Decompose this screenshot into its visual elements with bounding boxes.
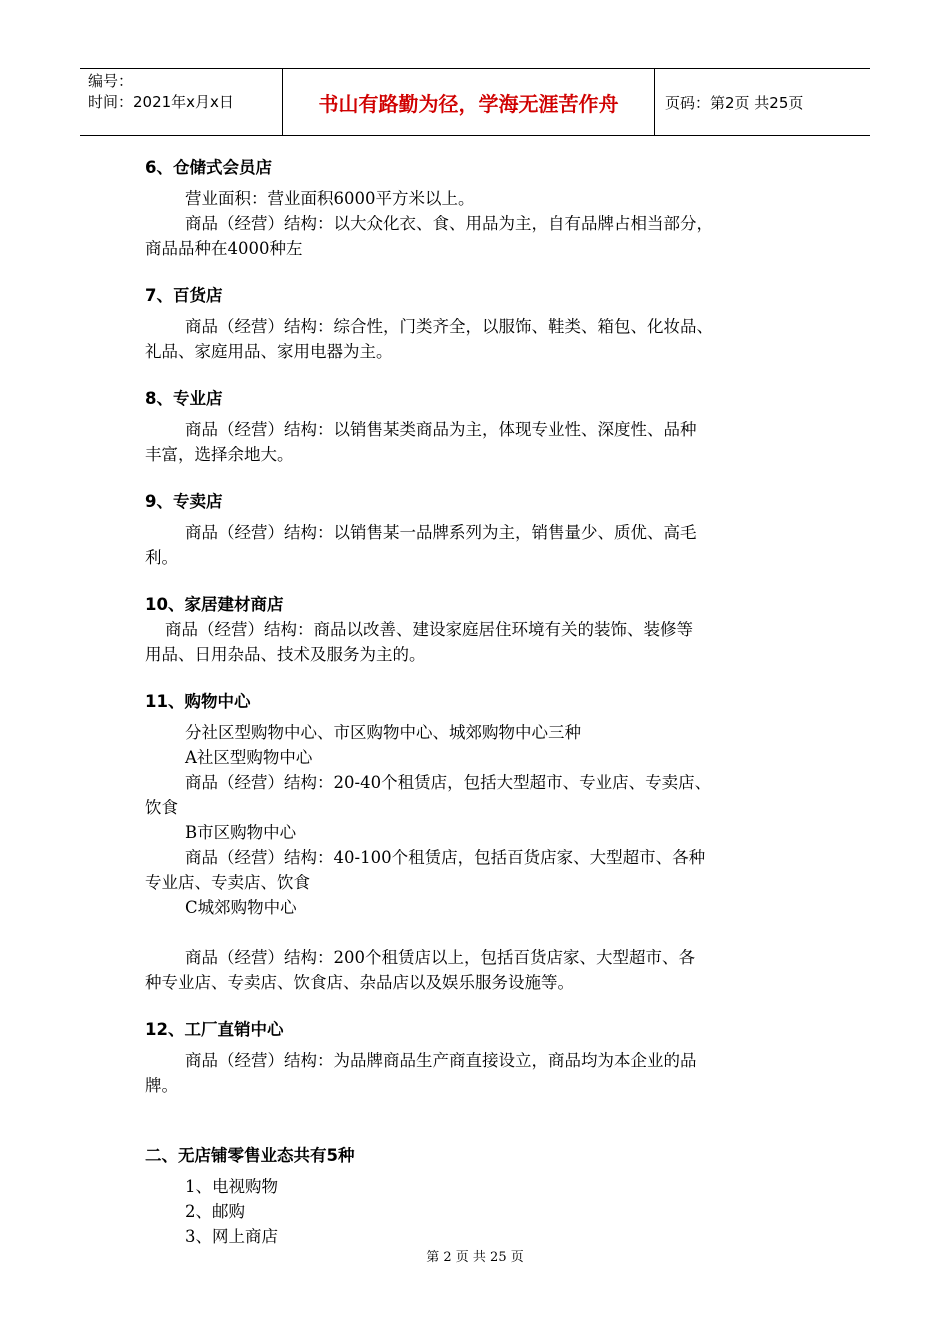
paragraph: 用品、日用杂品、技术及服务为主的。 [145,645,426,664]
paragraph: 营业面积：营业面积6000平方米以上。 [185,189,475,208]
section-title: 6、仓储式会员店 [145,158,272,177]
paragraph: 商品（经营）结构：以销售某一品牌系列为主，销售量少、质优、高毛 [185,523,697,542]
list-item: 2、邮购 [185,1202,245,1221]
list-item: 1、电视购物 [185,1177,278,1196]
paragraph: 饮食 [145,798,178,817]
list-item: 3、网上商店 [185,1227,278,1246]
doc-date-label: 时间：2021年x月x日 [88,93,234,111]
header-page-label: 页码：第2页 共25页 [665,93,804,112]
paragraph: 商品品种在4000种左 [145,239,303,258]
document-body [145,155,813,1249]
section-title: 10、家居建材商店 [145,595,284,614]
paragraph: 商品（经营）结构：综合性，门类齐全，以服饰、鞋类、箱包、化妆品、 [185,317,713,336]
section-title: 9、专卖店 [145,492,223,511]
page-footer: 第 2 页 共 25 页 [426,1250,524,1265]
section-title: 11、购物中心 [145,692,251,711]
paragraph: 分社区型购物中心、市区购物中心、城郊购物中心三种 [185,723,581,742]
paragraph: 牌。 [145,1076,178,1095]
subsection-title: C城郊购物中心 [185,898,297,917]
section-title: 8、专业店 [145,389,223,408]
paragraph: 商品（经营）结构：200个租赁店以上，包括百货店家、大型超市、各 [185,948,695,967]
section-title: 7、百货店 [145,286,223,305]
paragraph: 商品（经营）结构：商品以改善、建设家庭居住环境有关的装饰、装修等 [165,620,693,639]
doc-number-label: 编号： [88,72,134,90]
paragraph: 商品（经营）结构：为品牌商品生产商直接设立，商品均为本企业的品 [185,1051,697,1070]
paragraph: 商品（经营）结构：以销售某类商品为主，体现专业性、深度性、品种 [185,420,697,439]
paragraph: 利。 [145,548,178,567]
section-title: 12、工厂直销中心 [145,1020,284,1039]
paragraph: 商品（经营）结构：以大众化衣、食、用品为主，自有品牌占相当部分， [185,214,713,233]
paragraph: 商品（经营）结构：20-40个租赁店，包括大型超市、专业店、专卖店、 [185,773,712,792]
part-title: 二、无店铺零售业态共有5种 [145,1146,355,1165]
paragraph: 礼品、家庭用品、家用电器为主。 [145,342,393,361]
paragraph: 丰富，选择余地大。 [145,445,294,464]
subsection-title: A社区型购物中心 [185,748,313,767]
paragraph: 专业店、专卖店、饮食 [145,873,310,892]
header-motto: 书山有路勤为径，学海无涯苦作舟 [282,69,655,135]
subsection-title: B市区购物中心 [185,823,297,842]
page-header [80,68,870,136]
paragraph: 种专业店、专卖店、饮食店、杂品店以及娱乐服务设施等。 [145,973,574,992]
paragraph: 商品（经营）结构：40-100个租赁店，包括百货店家、大型超市、各种 [185,848,706,867]
header-meta [80,69,282,135]
